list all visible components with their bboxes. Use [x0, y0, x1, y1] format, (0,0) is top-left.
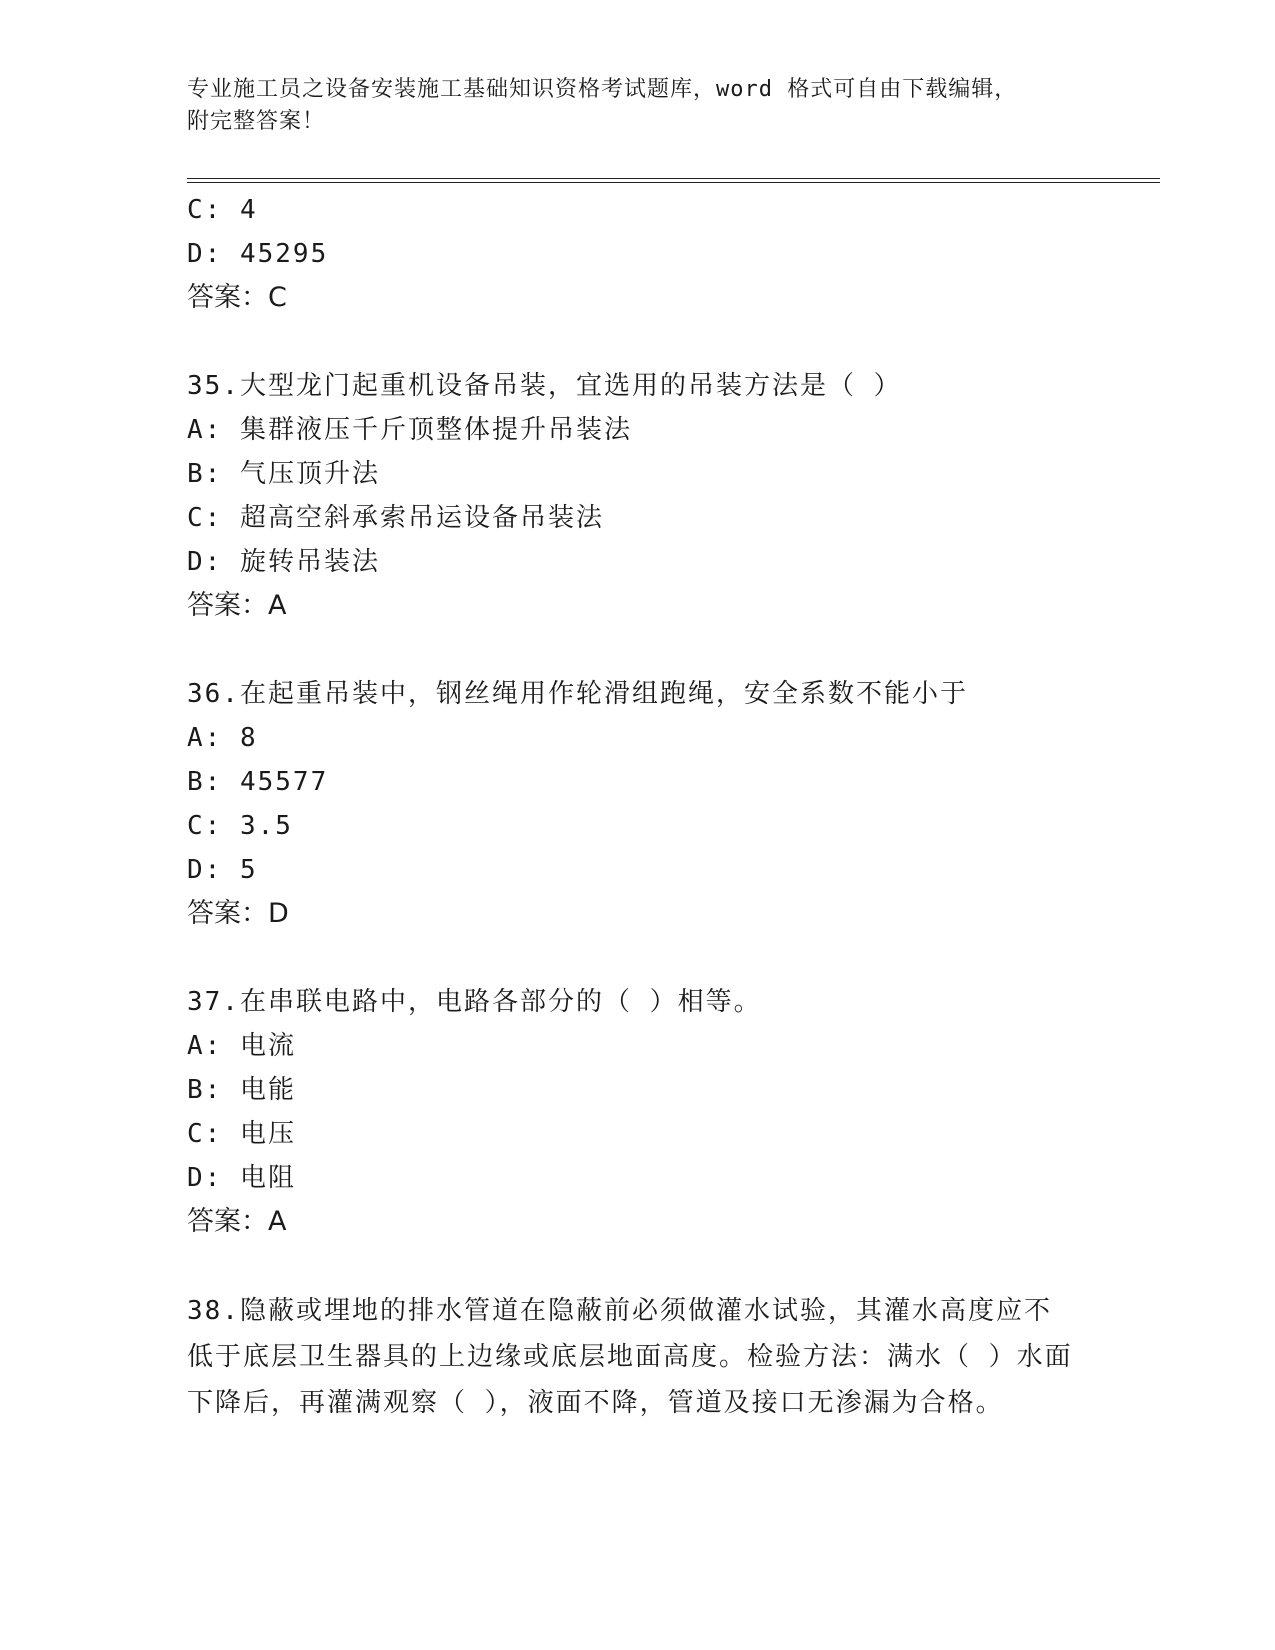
- header-line-2: 附完整答案！: [187, 109, 326, 134]
- q35-stem: 35.大型龙门起重机设备吊装，宜选用的吊装方法是（ ）: [187, 371, 902, 401]
- document-header: [187, 74, 1087, 138]
- prev-option-d: D: 45295: [187, 239, 329, 269]
- q36-option-b: B: 45577: [187, 767, 329, 797]
- q37-stem: 37.在串联电路中，电路各部分的（ ）相等。: [187, 987, 762, 1017]
- q36-option-a: A: 8: [187, 723, 258, 753]
- q35-option-d: D: 旋转吊装法: [187, 547, 380, 577]
- header-divider-bottom: [187, 182, 1160, 183]
- q37-option-a: A: 电流: [187, 1031, 296, 1061]
- q36-answer: 答案：D: [187, 898, 289, 929]
- q35-option-c: C: 超高空斜承索吊运设备吊装法: [187, 503, 604, 533]
- prev-option-c: C: 4: [187, 195, 258, 225]
- q36-option-c: C: 3.5: [187, 811, 293, 841]
- q35-answer: 答案：A: [187, 590, 287, 621]
- header-line-1: 专业施工员之设备安装施工基础知识资格考试题库，word 格式可自由下载编辑，: [187, 77, 1018, 102]
- q35-option-a: A: 集群液压千斤顶整体提升吊装法: [187, 415, 632, 445]
- q38-stem: 38.隐蔽或埋地的排水管道在隐蔽前必须做灌水试验，其灌水高度应不低于底层卫生器具的上边缘或底层地面高度。检验方法：满水（ ）水面下降后，再灌满观察（ ），液面不降，管道及接口无渗漏为合格。: [187, 1296, 1073, 1418]
- q37-answer: 答案：A: [187, 1206, 287, 1237]
- q35-option-b: B: 气压顶升法: [187, 459, 380, 489]
- q36-stem: 36.在起重吊装中，钢丝绳用作轮滑组跑绳，安全系数不能小于: [187, 679, 968, 709]
- q36-option-d: D: 5: [187, 855, 258, 885]
- q37-option-d: D: 电阻: [187, 1163, 296, 1193]
- q37-option-b: B: 电能: [187, 1075, 296, 1105]
- header-divider-top: [187, 178, 1160, 179]
- q37-option-c: C: 电压: [187, 1119, 296, 1149]
- prev-answer: 答案：C: [187, 282, 287, 313]
